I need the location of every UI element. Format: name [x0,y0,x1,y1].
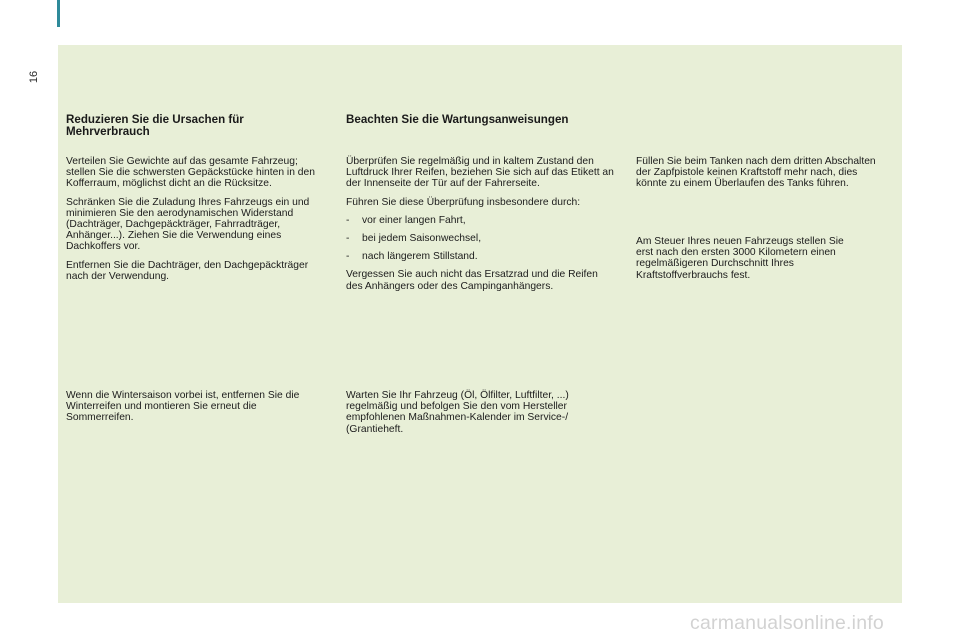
page-number: 16 [28,70,40,84]
paragraph-winter-tyres: Wenn die Wintersaison vorbei ist, entfernen Sie die Winterreifen und montieren Sie erneut die Sommerreifen. [66,390,300,424]
list-dash: - [346,214,350,226]
list-item [346,251,616,262]
heading-maintenance: Beachten Sie die Wartungsanweisungen [346,113,569,126]
paragraph-load: Schränken Sie die Zuladung Ihres Fahrzeugs ein und minimieren Sie den aerodynamischen Widerstand (Dachträger, Dachgepäckträger, Fahrradträger, Anhänger...). Ziehen Sie die Verwendung eines Dachkoffers vor. [66,196,310,253]
list-item-text: vor einer langen Fahrt, [362,214,466,226]
paragraph-spare-wheel: Vergessen Sie auch nicht das Ersatzrad und die Reifen des Anhängers oder des Campinganhängers. [346,269,598,292]
list-item-text: bei jedem Saisonwechsel, [362,233,482,245]
paragraph-tyre-pressure: Überprüfen Sie regelmäßig und in kaltem Zustand den Luftdruck Ihrer Reifen, beziehen Sie sich auf das Etikett an der Innenseite der Tür auf der Fahrerseite. [346,156,614,190]
column-1 [66,114,328,138]
watermark: carmanualsonline.info [690,612,884,634]
heading-reduce-consumption: Reduzieren Sie die Ursachen für Mehrverbrauch [66,113,244,138]
paragraph-service: Warten Sie Ihr Fahrzeug (Öl, Ölfilter, Luftfilter, ...) regelmäßig und befolgen Sie den vom Hersteller empfohlenen Maßnahmen-Kalender im Service-/ (Grantieheft. [346,390,569,435]
column-1-body [66,156,328,289]
page-edge-marker [57,0,60,27]
column-1-winter [66,390,316,431]
column-3 [636,156,888,197]
paragraph-refuelling: Füllen Sie beim Tanken nach dem dritten Abschalten der Zapfpistole keinen Kraftstoff mehr nach, dies könnte zu einem Überlaufen des Tanks führen. [636,156,876,190]
paragraph-check-when: Führen Sie diese Überprüfung insbesondere durch: [346,196,581,208]
list-dash: - [346,233,350,245]
paragraph-weight: Verteilen Sie Gewichte auf das gesamte Fahrzeug; stellen Sie die schwersten Gepäckstücke hinten in den Kofferraum, möglichst dicht an die Rücksitze. [66,156,315,190]
list-dash: - [346,251,350,263]
list-item-text: nach längerem Stillstand. [362,251,478,263]
paragraph-new-vehicle: Am Steuer Ihres neuen Fahrzeugs stellen Sie erst nach den ersten 3000 Kilometern einen regelmäßigeren Durchschnitt Ihres Kraftstoffverbrauchs fest. [636,236,844,281]
column-2-body [346,156,616,299]
list-item [346,215,616,226]
list-item [346,233,616,244]
column-2 [346,114,616,126]
column-3-new-vehicle [636,236,862,288]
paragraph-roof-rack: Entfernen Sie die Dachträger, den Dachgepäckträger nach der Verwendung. [66,259,309,282]
column-2-service [346,390,606,442]
